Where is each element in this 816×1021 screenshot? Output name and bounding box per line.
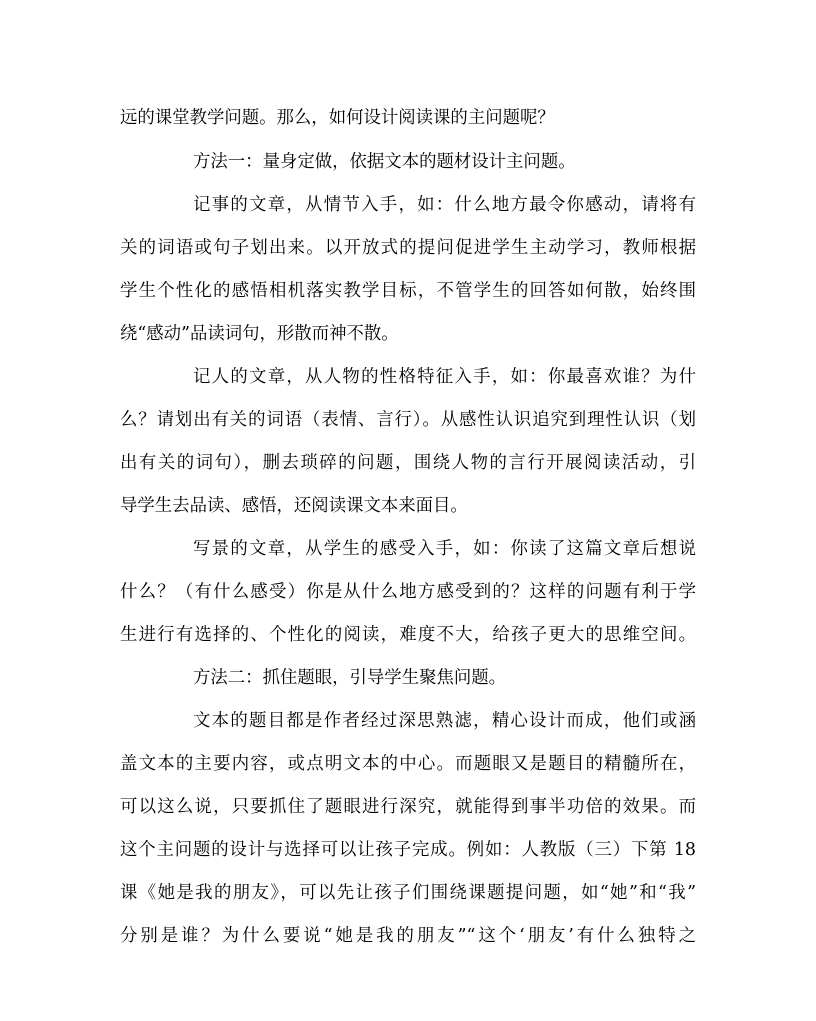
method-heading: 方法二：抓住题眼，引导学生聚焦问题。 [193, 668, 507, 688]
text-line: 分别是谁？为什么要说“她是我的朋友”“这个‘朋友’有什么独特之 [120, 926, 696, 946]
text-line: 这个主问题的设计与选择可以让孩子完成。例如：人教版（三）下第 18 [120, 840, 696, 860]
text-line: 出有关的词句），删去琐碎的问题，围绕人物的言行开展阅读活动，引 [120, 453, 696, 473]
text-line: 记人的文章，从人物的性格特征入手，如：你最喜欢谁？为什 [193, 367, 696, 387]
text-line: 什么？（有什么感受）你是从什么地方感受到的？这样的问题有利于学 [120, 582, 696, 602]
text-line: 远的课堂教学问题。那么，如何设计阅读课的主问题呢？ [120, 108, 555, 128]
text-line: 导学生去品读、感悟，还阅读课文本来面目。 [120, 496, 468, 516]
text-line: 么？请划出有关的词语（表情、言行）。从感性认识追究到理性认识（划 [120, 410, 696, 430]
text-line: 绕“感动”品读词句，形散而神不散。 [120, 324, 399, 344]
text-line: 盖文本的主要内容，或点明文本的中心。而题眼又是题目的精髓所在， [120, 754, 696, 774]
text-line: 学生个性化的感悟相机落实教学目标，不管学生的回答如何散，始终围 [120, 281, 696, 301]
text-line: 关的词语或句子划出来。以开放式的提问促进学生主动学习，教师根据 [120, 238, 696, 258]
text-line: 课《她是我的朋友》，可以先让孩子们围绕课题提问题，如“她”和“我” [120, 883, 696, 903]
text-line: 写景的文章，从学生的感受入手，如：你读了这篇文章后想说 [193, 539, 696, 559]
text-line: 文本的题目都是作者经过深思熟滤，精心设计而成，他们或涵 [193, 711, 696, 731]
text-line: 记事的文章，从情节入手，如：什么地方最令你感动，请将有 [193, 195, 696, 215]
method-heading: 方法一：量身定做，依据文本的题材设计主问题。 [193, 152, 576, 172]
text-line: 生进行有选择的、个性化的阅读，难度不大，给孩子更大的思维空间。 [120, 625, 696, 645]
text-line: 可以这么说，只要抓住了题眼进行深究，就能得到事半功倍的效果。而 [120, 797, 696, 817]
